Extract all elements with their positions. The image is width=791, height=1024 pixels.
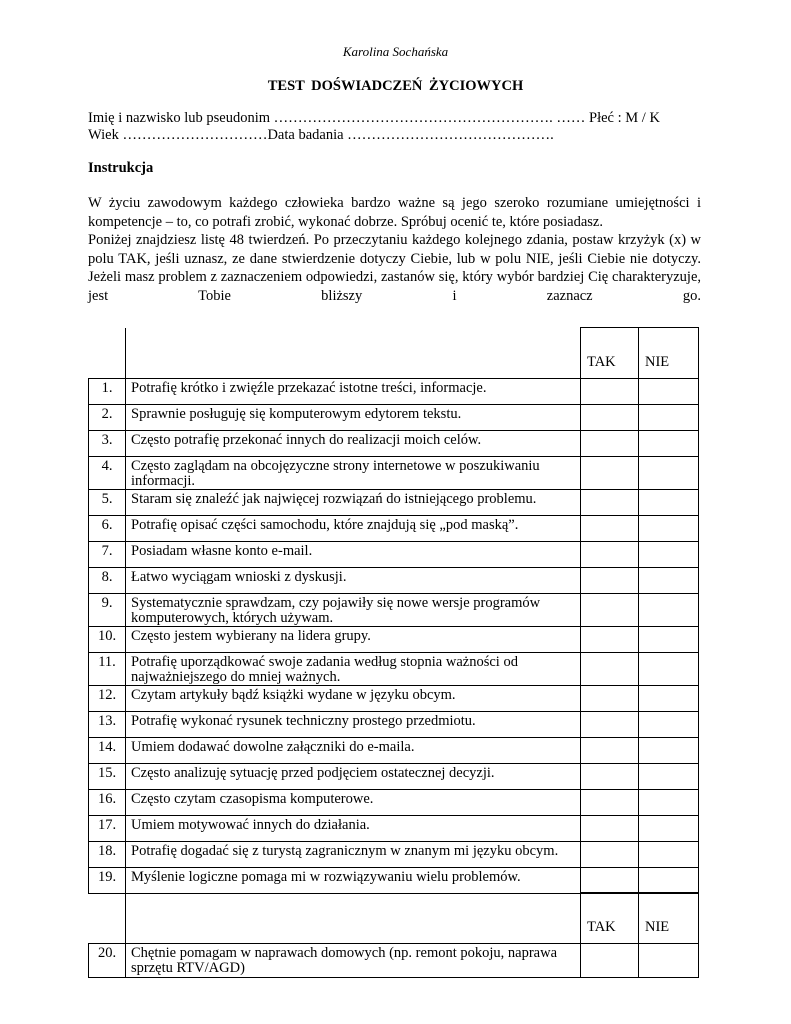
table-row bbox=[89, 712, 699, 738]
answer-no-cell[interactable] bbox=[639, 712, 699, 738]
answer-no-cell[interactable] bbox=[639, 790, 699, 816]
item-statement: Umiem dodawać dowolne załączniki do e-maila. bbox=[126, 738, 581, 764]
item-number: 7. bbox=[89, 542, 126, 568]
item-statement: Staram się znaleźć jak najwięcej rozwiązań do istniejącego problemu. bbox=[126, 490, 581, 516]
item-number: 4. bbox=[89, 457, 126, 490]
table-header-row bbox=[89, 328, 699, 379]
item-number: 16. bbox=[89, 790, 126, 816]
item-statement: Czytam artykuły bądź książki wydane w języku obcym. bbox=[126, 686, 581, 712]
answer-yes-cell[interactable] bbox=[581, 842, 639, 868]
table-row bbox=[89, 568, 699, 594]
statements-table-continued bbox=[88, 892, 699, 978]
item-number: 2. bbox=[89, 405, 126, 431]
table-row bbox=[89, 594, 699, 627]
answer-no-cell[interactable] bbox=[639, 816, 699, 842]
answer-yes-cell[interactable] bbox=[581, 379, 639, 405]
answer-no-cell[interactable] bbox=[639, 944, 699, 978]
answer-no-cell[interactable] bbox=[639, 594, 699, 627]
item-number: 15. bbox=[89, 764, 126, 790]
table-row bbox=[89, 379, 699, 405]
item-number: 10. bbox=[89, 627, 126, 653]
age-date-field[interactable]: Wiek …………………………Data badania ……………………………………. bbox=[88, 127, 554, 143]
answer-no-cell[interactable] bbox=[639, 379, 699, 405]
table-row bbox=[89, 405, 699, 431]
instruction-heading: Instrukcja bbox=[88, 160, 154, 176]
item-statement: Posiadam własne konto e-mail. bbox=[126, 542, 581, 568]
item-statement: Myślenie logiczne pomaga mi w rozwiązywaniu wielu problemów. bbox=[126, 868, 581, 894]
table-row bbox=[89, 686, 699, 712]
item-number: 1. bbox=[89, 379, 126, 405]
item-number: 6. bbox=[89, 516, 126, 542]
item-number: 5. bbox=[89, 490, 126, 516]
item-number: 3. bbox=[89, 431, 126, 457]
answer-yes-cell[interactable] bbox=[581, 944, 639, 978]
instruction-paragraph-1: W życiu zawodowym każdego człowieka bardzo ważne są jego szeroko rozumiane umiejętności i kompetencje – to, co potrafi zrobić, wykonać dobrze. Spróbuj ocenić te, które posiadasz. bbox=[88, 195, 701, 230]
item-number: 19. bbox=[89, 868, 126, 894]
answer-yes-cell[interactable] bbox=[581, 790, 639, 816]
table-row bbox=[89, 516, 699, 542]
answer-yes-cell[interactable] bbox=[581, 457, 639, 490]
table-row bbox=[89, 944, 699, 978]
item-statement: Często czytam czasopisma komputerowe. bbox=[126, 790, 581, 816]
table-row bbox=[89, 868, 699, 894]
page-title: TEST DOŚWIADCZEŃ ŻYCIOWYCH bbox=[267, 78, 524, 94]
item-statement: Sprawnie posługuję się komputerowym edytorem tekstu. bbox=[126, 405, 581, 431]
table-row bbox=[89, 764, 699, 790]
item-number: 20. bbox=[89, 944, 126, 978]
item-statement: Potrafię uporządkować swoje zadania według stopnia ważności od najważniejszego do mniej ważnych. bbox=[126, 653, 581, 686]
item-statement: Chętnie pomagam w naprawach domowych (np. remont pokoju, naprawa sprzętu RTV/AGD) bbox=[126, 944, 581, 978]
item-number: 13. bbox=[89, 712, 126, 738]
answer-yes-cell[interactable] bbox=[581, 431, 639, 457]
item-number: 12. bbox=[89, 686, 126, 712]
answer-no-cell[interactable] bbox=[639, 568, 699, 594]
item-statement: Systematycznie sprawdzam, czy pojawiły się nowe wersje programów komputerowych, których używam. bbox=[126, 594, 581, 627]
answer-yes-cell[interactable] bbox=[581, 764, 639, 790]
table-row bbox=[89, 790, 699, 816]
answer-yes-cell[interactable] bbox=[581, 627, 639, 653]
answer-no-cell[interactable] bbox=[639, 738, 699, 764]
item-number: 11. bbox=[89, 653, 126, 686]
answer-yes-cell[interactable] bbox=[581, 516, 639, 542]
answer-no-cell[interactable] bbox=[639, 868, 699, 894]
answer-yes-cell[interactable] bbox=[581, 405, 639, 431]
answer-no-cell[interactable] bbox=[639, 405, 699, 431]
item-number: 8. bbox=[89, 568, 126, 594]
item-statement: Potrafię dogadać się z turystą zagranicznym w znanym mi języku obcym. bbox=[126, 842, 581, 868]
table-row bbox=[89, 431, 699, 457]
column-header-yes: TAK bbox=[581, 893, 639, 944]
name-gender-field[interactable]: Imię i nazwisko lub pseudonim …………………………………………………. …… Płeć : M / K bbox=[88, 110, 660, 126]
table-row bbox=[89, 457, 699, 490]
answer-yes-cell[interactable] bbox=[581, 712, 639, 738]
answer-no-cell[interactable] bbox=[639, 431, 699, 457]
answer-yes-cell[interactable] bbox=[581, 490, 639, 516]
statements-table bbox=[88, 327, 699, 894]
answer-no-cell[interactable] bbox=[639, 842, 699, 868]
table-row bbox=[89, 627, 699, 653]
answer-no-cell[interactable] bbox=[639, 542, 699, 568]
answer-yes-cell[interactable] bbox=[581, 594, 639, 627]
column-header-no: NIE bbox=[639, 893, 699, 944]
table-row bbox=[89, 653, 699, 686]
item-number: 9. bbox=[89, 594, 126, 627]
table-row bbox=[89, 842, 699, 868]
item-statement: Często potrafię przekonać innych do realizacji moich celów. bbox=[126, 431, 581, 457]
item-statement: Często jestem wybierany na lidera grupy. bbox=[126, 627, 581, 653]
instruction-text bbox=[88, 194, 701, 305]
answer-no-cell[interactable] bbox=[639, 627, 699, 653]
answer-yes-cell[interactable] bbox=[581, 868, 639, 894]
author-name: Karolina Sochańska bbox=[342, 44, 449, 59]
item-number: 18. bbox=[89, 842, 126, 868]
answer-no-cell[interactable] bbox=[639, 516, 699, 542]
answer-yes-cell[interactable] bbox=[581, 816, 639, 842]
item-statement: Umiem motywować innych do działania. bbox=[126, 816, 581, 842]
item-statement: Potrafię opisać części samochodu, które znajdują się „pod maską”. bbox=[126, 516, 581, 542]
answer-yes-cell[interactable] bbox=[581, 686, 639, 712]
item-statement: Łatwo wyciągam wnioski z dyskusji. bbox=[126, 568, 581, 594]
answer-no-cell[interactable] bbox=[639, 686, 699, 712]
instruction-paragraph-2: Poniżej znajdziesz listę 48 twierdzeń. Po przeczytaniu każdego kolejnego zdania, postaw krzyżyk (x) w polu TAK, jeśli uznasz, ze dane stwierdzenie dotyczy Ciebie, lub w polu NIE, jeśli Ciebie nie dotyczy. Jeżeli masz problem z zaznaczeniem odpowiedzi, zastanów się, który wybór bardziej Cię charakteryzuje, jest Tobie bliższy i zaznacz go. bbox=[88, 232, 701, 304]
answer-yes-cell[interactable] bbox=[581, 542, 639, 568]
item-statement: Potrafię wykonać rysunek techniczny prostego przedmiotu. bbox=[126, 712, 581, 738]
answer-yes-cell[interactable] bbox=[581, 653, 639, 686]
table-header-row bbox=[89, 893, 699, 944]
table-row bbox=[89, 490, 699, 516]
item-statement: Potrafię krótko i zwięźle przekazać istotne treści, informacje. bbox=[126, 379, 581, 405]
answer-yes-cell[interactable] bbox=[581, 738, 639, 764]
item-number: 14. bbox=[89, 738, 126, 764]
item-number: 17. bbox=[89, 816, 126, 842]
answer-no-cell[interactable] bbox=[639, 653, 699, 686]
column-header-no: NIE bbox=[639, 328, 699, 379]
column-header-yes: TAK bbox=[581, 328, 639, 379]
item-statement: Często zaglądam na obcojęzyczne strony internetowe w poszukiwaniu informacji. bbox=[126, 457, 581, 490]
table-row bbox=[89, 816, 699, 842]
table-row bbox=[89, 542, 699, 568]
answer-no-cell[interactable] bbox=[639, 490, 699, 516]
item-statement: Często analizuję sytuację przed podjęciem ostatecznej decyzji. bbox=[126, 764, 581, 790]
answer-no-cell[interactable] bbox=[639, 457, 699, 490]
answer-yes-cell[interactable] bbox=[581, 568, 639, 594]
answer-no-cell[interactable] bbox=[639, 764, 699, 790]
table-row bbox=[89, 738, 699, 764]
